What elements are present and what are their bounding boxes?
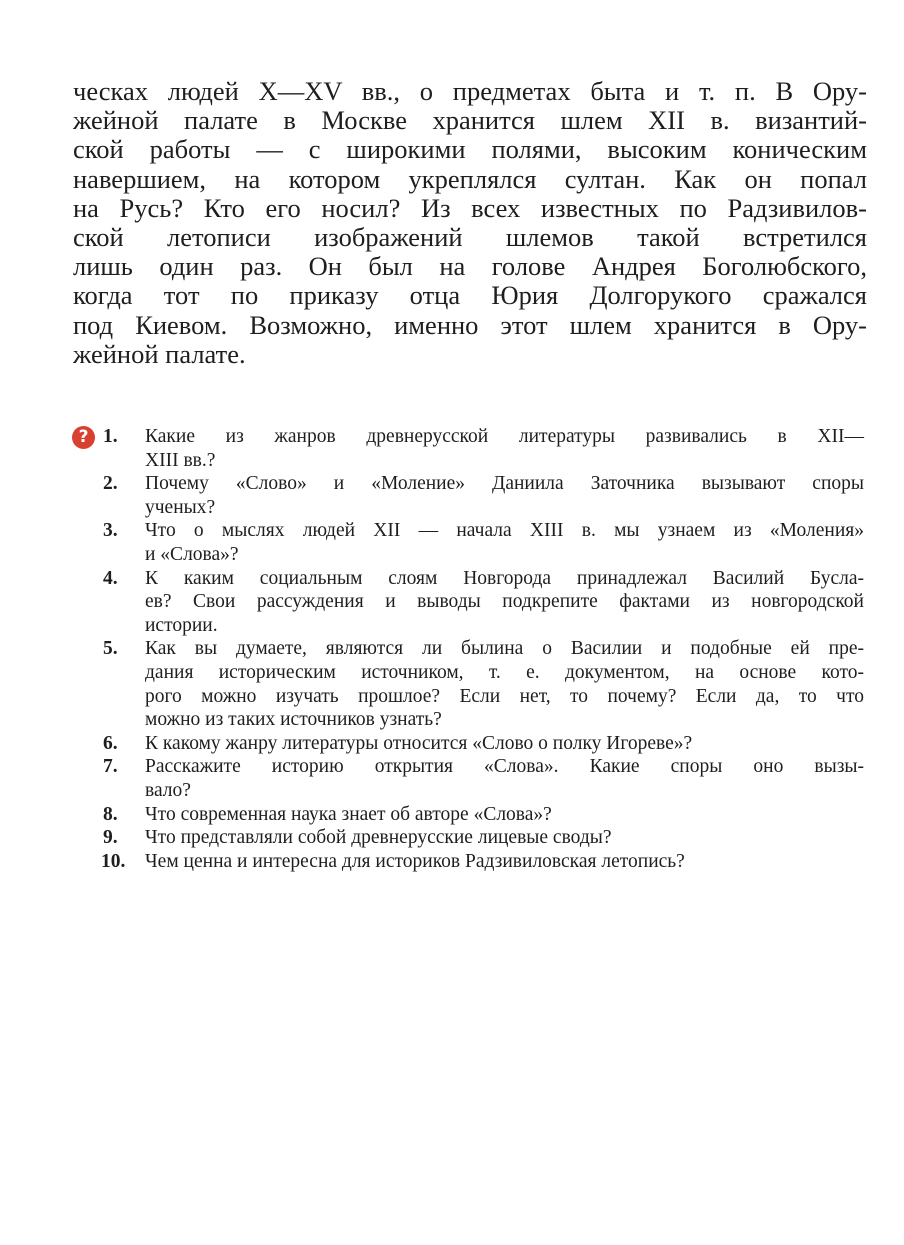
question-item	[72, 637, 864, 731]
question-text-line: вало?	[145, 779, 191, 801]
question-text-line: можно из таких источников узнать?	[145, 709, 442, 731]
paragraph-line: лишь один раз. Он был на голове Андрея Боголюбского,	[73, 251, 867, 282]
question-number: 3.	[103, 520, 118, 542]
paragraph-line: жейной палате в Москве хранится шлем XII в. византий-	[73, 105, 867, 136]
question-item	[72, 472, 864, 519]
question-item	[72, 826, 864, 850]
question-text-line: Расскажите историю открытия «Слова». Какие споры оно вызы-	[145, 756, 864, 778]
paragraph-line: под Киевом. Возможно, именно этот шлем хранится в Ору-	[73, 309, 867, 340]
question-text-line: К каким социальным слоям Новгорода принадлежал Василий Бусла-	[145, 567, 864, 589]
question-text-line: Что о мыслях людей XII — начала XIII в. мы узнаем из «Моления»	[145, 520, 864, 542]
question-text-line: К какому жанру литературы относится «Слово о полку Игореве»?	[145, 732, 693, 754]
question-number: 8.	[103, 803, 118, 825]
question-text-line: и «Слова»?	[145, 543, 239, 565]
question-number: 10.	[101, 850, 126, 872]
question-text-line: Что современная наука знает об авторе «Слова»?	[145, 803, 552, 825]
question-number: 6.	[103, 732, 118, 754]
paragraph-line: на Русь? Кто его носил? Из всех известных по Радзивилов-	[73, 192, 867, 223]
question-item	[72, 567, 864, 638]
questions-section	[72, 425, 864, 873]
question-item	[72, 519, 864, 566]
question-item	[72, 425, 864, 472]
question-number: 7.	[103, 756, 118, 778]
question-icon: ?	[72, 426, 95, 449]
question-text-line: Какие из жанров древнерусской литературы развивались в XII—	[145, 426, 864, 447]
question-text-line: ученых?	[145, 496, 216, 518]
paragraph-line: навершием, на котором укреплялся султан. Как он попал	[73, 163, 867, 194]
question-number: 2.	[103, 473, 118, 495]
body-paragraph	[73, 77, 867, 369]
paragraph-line: ческах людей X—XV вв., о предметах быта и т. п. В Ору-	[73, 76, 867, 106]
question-number: 4.	[103, 567, 118, 589]
paragraph-line: жейной палате.	[73, 338, 246, 369]
question-text-line: истории.	[145, 614, 218, 636]
question-text-line: ев? Свои рассуждения и выводы подкрепите фактами из новгородской	[145, 591, 864, 613]
question-item	[72, 850, 864, 874]
question-item	[72, 755, 864, 802]
question-number: 9.	[103, 827, 118, 849]
question-text-line: Что представляли собой древнерусские лицевые своды?	[145, 827, 612, 849]
question-text-line: Как вы думаете, являются ли былина о Василии и подобные ей пре-	[145, 638, 864, 660]
paragraph-line: когда тот по приказу отца Юрия Долгорукого сражался	[73, 280, 867, 311]
question-text-line: XIII вв.?	[145, 449, 216, 471]
paragraph-line: ской работы — с широкими полями, высоким коническим	[73, 134, 867, 165]
question-text-line: Почему «Слово» и «Моление» Даниила Заточника вызывают споры	[145, 473, 864, 495]
question-text-line: Чем ценна и интересна для историков Радзивиловская летопись?	[145, 850, 685, 872]
paragraph-line: ской летописи изображений шлемов такой встретился	[73, 221, 867, 252]
question-number: 5.	[103, 638, 118, 660]
question-number: 1.	[103, 426, 118, 447]
question-text-line: рого можно изучать прошлое? Если нет, то почему? Если да, то что	[145, 685, 864, 707]
question-text-line: дания историческим источником, т. е. документом, на основе кото-	[145, 661, 864, 683]
question-item	[72, 803, 864, 827]
question-item	[72, 732, 864, 756]
